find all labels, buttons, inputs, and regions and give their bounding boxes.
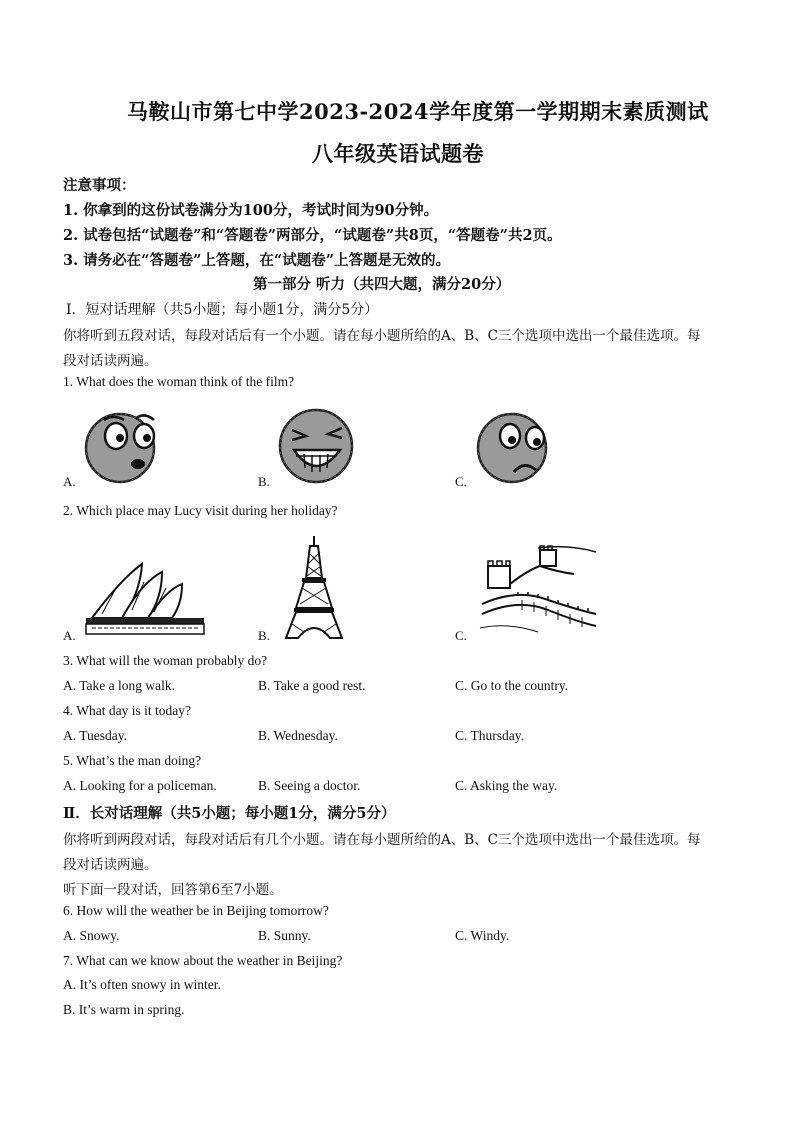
q7-option-b: B. It’s warm in spring.: [63, 1002, 185, 1017]
eiffel-tower-icon: [282, 534, 346, 640]
q1-label-c: C.: [455, 474, 467, 489]
q3-option-a: A. Take a long walk.: [63, 678, 176, 693]
q7-stem: 7. What can we know about the weather in Beijing?: [63, 953, 343, 968]
q4-stem: 4. What day is it today?: [63, 703, 191, 718]
page-title: 马鞍山市第七中学2023-2024学年度第一学期期末素质测试: [127, 99, 709, 124]
q1-stem: 1. What does the woman think of the film?: [63, 374, 295, 389]
great-wall-icon: [478, 544, 600, 640]
section1-title: Ⅰ．短对话理解（共5小题；每小题1分，满分5分）: [66, 302, 379, 318]
section1-instruction-2: 段对话读两遍。: [63, 353, 158, 369]
q5-stem: 5. What’s the man doing?: [63, 753, 202, 768]
laughing-face-icon: [276, 404, 362, 486]
q5-option-c: C. Asking the way.: [455, 778, 558, 793]
notice-heading: 注意事项：: [63, 177, 136, 194]
q6-option-b: B. Sunny.: [258, 928, 311, 943]
q4-option-a: A. Tuesday.: [63, 728, 128, 743]
q4-option-b: B. Wednesday.: [258, 728, 338, 743]
q1-label-b: B.: [258, 474, 270, 489]
q6-option-a: A. Snowy.: [63, 928, 120, 943]
section2-instruction-1: 你将听到两段对话，每段对话后有几个小题。请在每小题所给的A、B、C三个选项中选出一个最佳选项。每: [63, 832, 701, 848]
section1-instruction-1: 你将听到五段对话，每段对话后有一个小题。请在每小题所给的A、B、C三个选项中选出一个最佳选项。每: [63, 328, 701, 344]
q2-label-b: B.: [258, 628, 270, 643]
q3-stem: 3. What will the woman probably do?: [63, 653, 268, 668]
q6-stem: 6. How will the weather be in Beijing tomorrow?: [63, 903, 329, 918]
q3-option-b: B. Take a good rest.: [258, 678, 366, 693]
q3-option-c: C. Go to the country.: [455, 678, 569, 693]
notice-item-2: 2. 试卷包括“试题卷”和“答题卷”两部分，“试题卷”共8页，“答题卷”共2页。: [63, 227, 562, 244]
q1-label-a: A.: [63, 474, 76, 489]
q2-stem: 2. Which place may Lucy visit during her holiday?: [63, 503, 338, 518]
q2-label-a: A.: [63, 628, 76, 643]
part1-title: 第一部分 听力（共四大题，满分20分）: [253, 276, 511, 293]
notice-item-1: 1. 你拿到的这份试卷满分为100分，考试时间为90分钟。: [63, 202, 439, 219]
page-subtitle: 八年级英语试题卷: [312, 141, 484, 166]
sad-face-icon: [472, 406, 558, 486]
q2-label-c: C.: [455, 628, 467, 643]
dialogue-intro: 听下面一段对话，回答第6至7小题。: [63, 882, 283, 898]
section2-instruction-2: 段对话读两遍。: [63, 857, 158, 873]
surprised-face-icon: [80, 406, 166, 486]
notice-item-3: 3. 请务必在“答题卷”上答题，在“试题卷”上答题是无效的。: [63, 252, 451, 269]
q4-option-c: C. Thursday.: [455, 728, 524, 743]
sydney-opera-house-icon: [82, 558, 208, 638]
q6-option-c: C. Windy.: [455, 928, 510, 943]
section2-title: Ⅱ．长对话理解（共5小题；每小题1分，满分5分）: [63, 805, 396, 822]
q5-option-a: A. Looking for a policeman.: [63, 778, 217, 793]
q7-option-a: A. It’s often snowy in winter.: [63, 977, 221, 992]
q5-option-b: B. Seeing a doctor.: [258, 778, 361, 793]
